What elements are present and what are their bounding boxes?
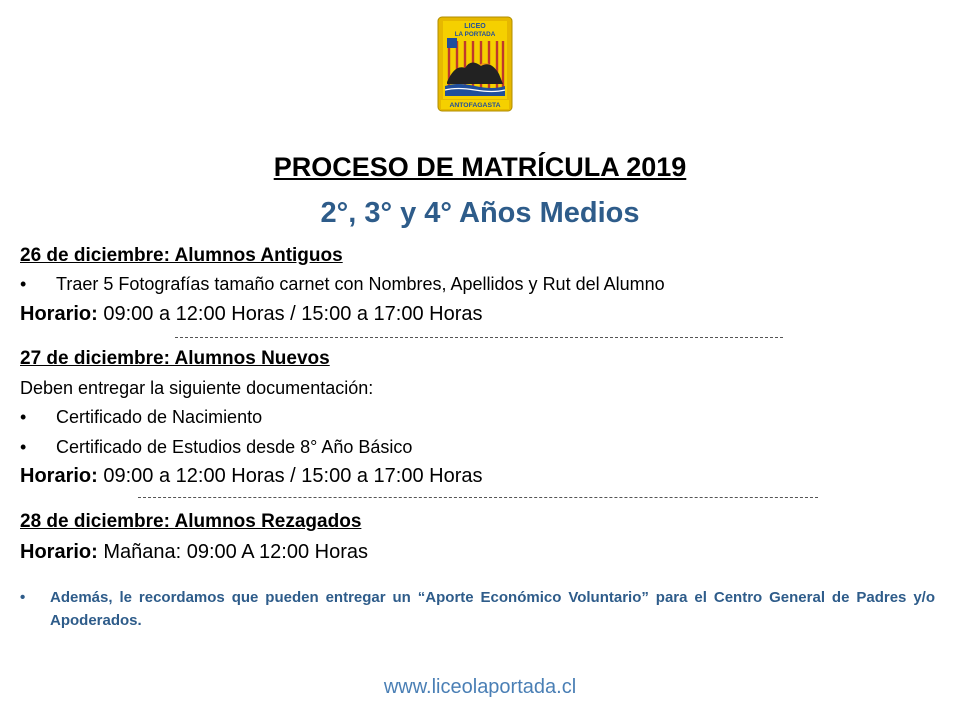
- section-2-intro: Deben entregar la siguiente documentación:: [20, 378, 374, 398]
- bullet-text: Certificado de Estudios desde 8° Año Básico: [56, 437, 413, 457]
- note-text: Además, le recordamos que pueden entregar un “Aporte Económico Voluntario” para el Centro General de Padres y/o Apoderados.: [50, 589, 935, 630]
- horario-value: Mañana: 09:00 A 12:00 Horas: [103, 541, 368, 563]
- separator-2: [138, 497, 818, 498]
- horario-label: Horario:: [20, 541, 98, 563]
- school-logo: [437, 16, 513, 112]
- section-2-horario: [20, 465, 483, 488]
- logo-line1: LICEO: [464, 23, 486, 30]
- logo-line2: LA PORTADA: [454, 31, 496, 38]
- separator-1: [175, 337, 783, 338]
- bullet-symbol: •: [20, 274, 27, 294]
- bullet-symbol: •: [20, 407, 27, 427]
- horario-value: 09:00 a 12:00 Horas / 15:00 a 17:00 Horas: [103, 303, 483, 325]
- section-1-horario: [20, 303, 483, 326]
- section-2-date: 27 de diciembre: Alumnos Nuevos: [20, 348, 330, 369]
- logo-book-icon: [447, 38, 457, 48]
- bullet-symbol: •: [20, 437, 27, 457]
- horario-label: Horario:: [20, 303, 98, 325]
- section-2-bullet-1: [20, 407, 262, 428]
- section-3-horario: [20, 541, 368, 564]
- logo-city: ANTOFAGASTA: [449, 102, 501, 109]
- bullet-text: Traer 5 Fotografías tamaño carnet con Nombres, Apellidos y Rut del Alumno: [56, 274, 665, 294]
- page-subtitle: 2°, 3° y 4° Años Medios: [320, 197, 640, 229]
- voluntary-contribution-note: [20, 586, 935, 633]
- bullet-text: Certificado de Nacimiento: [56, 407, 263, 427]
- section-1-bullet-1: [20, 274, 665, 295]
- section-2-bullet-2: [20, 437, 412, 458]
- bullet-symbol: •: [20, 589, 26, 606]
- website-link[interactable]: www.liceolaportada.cl: [383, 676, 577, 698]
- section-1-date: 26 de diciembre: Alumnos Antiguos: [20, 245, 343, 266]
- page-title: PROCESO DE MATRÍCULA 2019: [273, 152, 687, 182]
- horario-value: 09:00 a 12:00 Horas / 15:00 a 17:00 Horas: [103, 465, 483, 487]
- horario-label: Horario:: [20, 465, 98, 487]
- section-3-date: 28 de diciembre: Alumnos Rezagados: [20, 511, 362, 532]
